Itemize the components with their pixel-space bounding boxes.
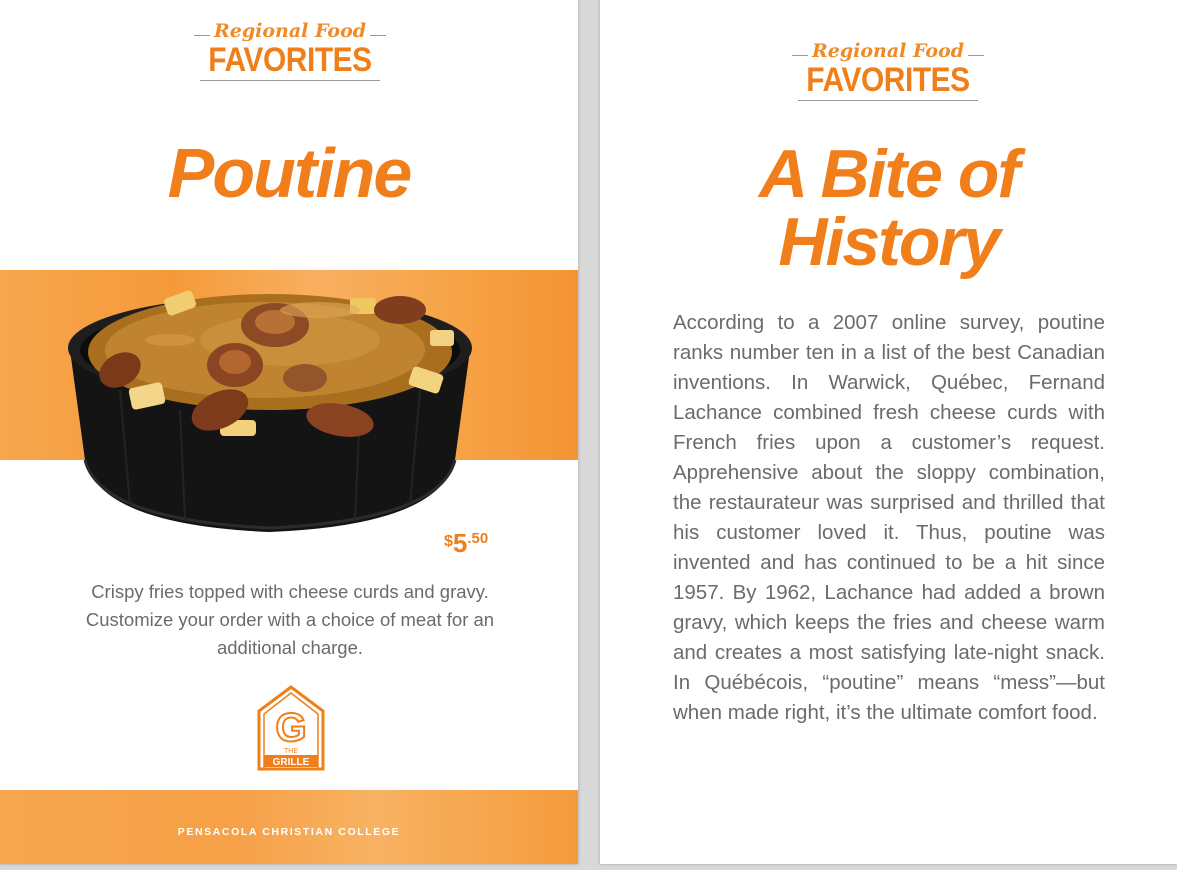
history-title-line1: A Bite of — [758, 136, 1018, 212]
brand-title: FAVORITES — [806, 61, 970, 99]
brand-script: Regional Food — [213, 20, 367, 42]
history-title-line2: History — [778, 204, 999, 280]
menu-card — [0, 0, 578, 864]
price-tag — [444, 528, 488, 559]
price-currency: $ — [444, 533, 453, 550]
brand-header — [788, 40, 988, 101]
dish-title: Poutine — [167, 134, 411, 212]
brand-script: Regional Food — [811, 40, 965, 62]
brand-title: FAVORITES — [208, 41, 372, 79]
brand-rule — [200, 80, 380, 81]
logo-line1: THE — [284, 748, 298, 755]
history-body-text: According to a 2007 online survey, poutine ranks number ten in a list of the best Canadian inventions. In Warwick, Québec, Fernand Lachance combined fresh cheese curds with French fries upon a customer’s request. Apprehensive about the sloppy combination, the restaurateur was surprised and thrilled that his customer loved it. Thus, poutine was invented and has continued to be a hit since 1957. By 1962, Lachance had added a brown gravy, which keeps the fries and cheese warm and creates a most satisfying late-night snack. In Québécois, “poutine” means “mess”—but when made right, it’s the ultimate comfort food. — [673, 311, 1105, 724]
logo-line2: GRILLE — [272, 757, 310, 768]
poutine-bowl-image — [60, 270, 480, 540]
brand-header — [190, 20, 390, 81]
history-card — [600, 0, 1177, 864]
logo-letter: G — [275, 706, 307, 750]
dish-description: Crispy fries topped with cheese curds and gravy. Customize your order with a choice of meat for an additional charge. — [85, 581, 495, 658]
the-grille-logo-icon — [255, 683, 327, 771]
college-footer: PENSACOLA CHRISTIAN COLLEGE — [177, 826, 401, 838]
price-whole: 5 — [452, 528, 468, 558]
price-cents: .50 — [467, 530, 489, 547]
brand-rule — [798, 100, 978, 101]
history-title — [600, 136, 1177, 280]
